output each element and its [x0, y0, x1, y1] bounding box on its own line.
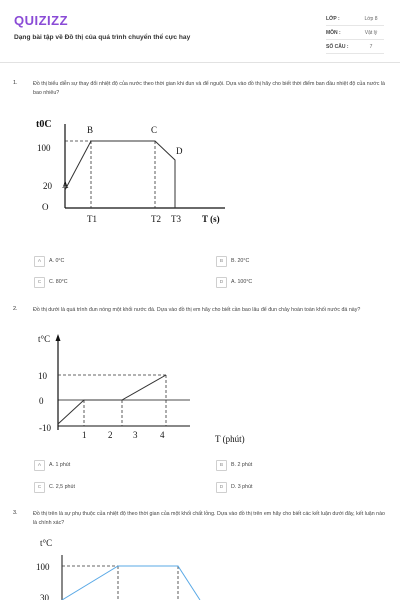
y-axis-unit: t°C	[38, 334, 51, 344]
y-tick-0: 0	[39, 396, 44, 406]
y-tick-30: 30	[40, 593, 49, 600]
option-letter: A	[34, 460, 45, 471]
option-letter: C	[34, 277, 45, 288]
header-divider	[0, 62, 400, 63]
page-header	[0, 0, 400, 62]
meta-value: Vật lý	[364, 29, 378, 36]
option-text: C. 2,5 phút	[49, 484, 75, 490]
point-c-label: C	[151, 125, 158, 135]
meta-row-count	[326, 40, 384, 54]
point-a-label: A	[62, 180, 69, 190]
x-tick-t2: T2	[151, 214, 161, 224]
option-letter: B	[216, 460, 227, 471]
option-letter: A	[34, 256, 45, 267]
x-tick-2: 2	[108, 430, 113, 440]
meta-value: Lớp 8	[364, 15, 378, 22]
x-axis-unit: T (phút)	[215, 434, 245, 444]
x-tick-t1: T1	[87, 214, 97, 224]
y-tick-100: 100	[36, 562, 50, 572]
document-title: Dạng bài tập về Đồ thị của quá trình chuyển thể cực hay	[14, 34, 191, 41]
option-text: A. 0°C	[49, 258, 65, 264]
question-text: Đồ thị dưới là quá trình đun nóng một khối nước đá. Dựa vào đồ thị em hãy cho biết cần bao lâu để đun chảy hoàn toàn khối nước đá này?	[33, 307, 361, 313]
question-number: 1.	[13, 80, 18, 86]
x-tick-t3: T3	[171, 214, 181, 224]
option-c[interactable]	[34, 277, 68, 287]
y-tick-20: 20	[43, 181, 52, 191]
y-tick-10: 10	[38, 371, 47, 381]
option-letter: C	[34, 482, 45, 493]
x-tick-3: 3	[133, 430, 138, 440]
option-letter: D	[216, 277, 227, 288]
question-text: Đồ thị biểu diễn sự thay đổi nhiệt độ của nước theo thời gian khi đun và để nguội. Dựa vào đồ thị hãy cho biết thời điểm ban đầu nhiệt độ của nước là bao nhiêu?	[33, 81, 385, 96]
option-a[interactable]	[34, 256, 64, 266]
meta-key: MÔN :	[326, 29, 341, 36]
option-text: C. 80°C	[49, 279, 68, 285]
option-b[interactable]	[216, 460, 252, 470]
x-tick-1: 1	[82, 430, 87, 440]
point-d-label: D	[176, 146, 183, 156]
point-b-label: B	[87, 125, 94, 135]
meta-key: SỐ CÂU :	[326, 43, 349, 50]
option-c[interactable]	[34, 482, 75, 492]
option-text: B. 20°C	[231, 258, 250, 264]
meta-row-subject	[326, 26, 384, 40]
y-tick-minus-10: -10	[39, 423, 51, 433]
meta-table	[326, 12, 384, 54]
option-d[interactable]	[216, 277, 252, 287]
y-axis-unit: t°C	[40, 538, 53, 548]
question-text: Đồ thị trên là sự phụ thuộc của nhiệt độ theo thời gian của một khối chất lỏng. Dựa vào đồ thị trên em hãy cho biết các kết luận dưới đây, kết luận nào là chính xác?	[33, 511, 385, 526]
temperature-graph-3	[30, 533, 270, 600]
option-text: B. 2 phút	[231, 462, 253, 468]
question-number: 3.	[13, 510, 18, 516]
temperature-graph-1	[30, 110, 270, 235]
option-b[interactable]	[216, 256, 249, 266]
y-tick-100: 100	[37, 143, 51, 153]
option-letter: D	[216, 482, 227, 493]
quizizz-logo[interactable]: QUIZIZZ	[14, 13, 69, 28]
question-number: 2.	[13, 306, 18, 312]
temperature-graph-2	[30, 330, 270, 450]
x-tick-4: 4	[160, 430, 165, 440]
option-text: A. 1 phút	[49, 462, 71, 468]
meta-key: LỚP :	[326, 15, 340, 22]
x-axis-unit: T (s)	[202, 214, 220, 224]
option-text: D. 3 phút	[231, 484, 253, 490]
option-text: A. 100°C	[231, 279, 253, 285]
option-letter: B	[216, 256, 227, 267]
option-d[interactable]	[216, 482, 253, 492]
meta-value: 7	[369, 43, 373, 50]
meta-row-grade	[326, 12, 384, 26]
option-a[interactable]	[34, 460, 70, 470]
y-axis-unit: t0C	[36, 119, 52, 130]
y-tick-origin: O	[42, 202, 49, 212]
